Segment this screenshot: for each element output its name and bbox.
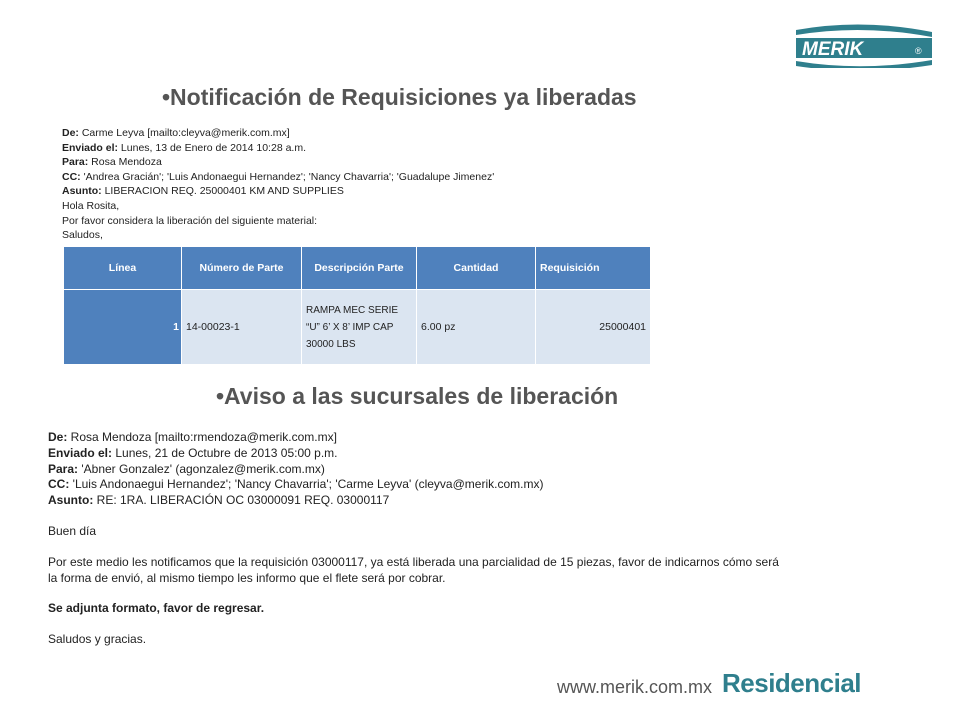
email-paragraph: la forma de envió, al mismo tiempo les informo que el flete será por cobrar.	[48, 570, 446, 585]
email-subject-line	[48, 493, 779, 509]
header-linea: Línea	[64, 247, 182, 290]
to-value: Rosa Mendoza	[88, 156, 162, 169]
logo-text: MERIK	[802, 39, 864, 60]
cc-label: CC:	[48, 477, 70, 492]
email-aviso	[48, 430, 779, 648]
sent-value: Lunes, 21 de Octubre de 2013 05:00 p.m.	[112, 445, 338, 460]
subject-label: Asunto:	[62, 185, 102, 198]
logo-registered-mark: ®	[915, 46, 922, 56]
email-sent-line	[48, 446, 779, 462]
cell-requisicion: 25000401	[536, 290, 651, 365]
descripcion-line: RAMPA MEC SERIE	[306, 304, 399, 316]
to-label: Para:	[48, 461, 79, 476]
section-title-aviso: •Aviso a las sucursales de liberación	[216, 383, 619, 409]
footer-brand-residencial: Residencial	[722, 668, 862, 698]
header-numero-parte: Número de Parte	[182, 247, 302, 290]
cc-value: 'Luis Andonaegui Hernandez'; 'Nancy Chavarria'; 'Carme Leyva' (cleyva@merik.com.mx)	[69, 477, 544, 492]
footer-website[interactable]: www.merik.com.mx	[557, 677, 713, 697]
subject-label: Asunto:	[48, 493, 94, 508]
email-from-line	[48, 430, 779, 446]
email-paragraph: Por este medio les notificamos que la requisición 03000117, ya está liberada una parcialidad de 15 piezas, favor de indicarnos cómo será	[48, 554, 779, 569]
email-body-line: Por favor considera la liberación del siguiente material:	[62, 214, 318, 227]
sent-label: Enviado el:	[48, 445, 113, 460]
email-subject-line	[62, 184, 494, 199]
subject-value: LIBERACION REQ. 25000401 KM AND SUPPLIES	[101, 185, 344, 198]
table-row	[64, 290, 651, 365]
email-greeting: Buen día	[48, 523, 97, 538]
email-sent-line	[62, 141, 494, 156]
merik-logo	[792, 20, 938, 68]
sent-value: Lunes, 13 de Enero de 2014 10:28 a.m.	[118, 141, 306, 154]
header-cantidad: Cantidad	[417, 247, 536, 290]
descripcion-line: “U” 6’ X 8’ IMP CAP	[306, 321, 394, 333]
cell-numero-parte: 14-00023-1	[182, 290, 302, 365]
email-to-line	[48, 462, 779, 478]
table-header-row	[64, 247, 651, 290]
to-label: Para:	[62, 156, 89, 169]
email-cc-line	[48, 477, 779, 493]
cell-linea: 1	[64, 290, 182, 365]
cc-value: 'Andrea Gracián'; 'Luis Andonaegui Hernandez'; 'Nancy Chavarria'; 'Guadalupe Jimenez'	[80, 170, 495, 183]
requisition-table	[64, 247, 651, 364]
email-notificacion	[62, 126, 494, 243]
cell-cantidad: 6.00 pz	[417, 290, 536, 365]
from-value: Rosa Mendoza [mailto:rmendoza@merik.com.mx]	[67, 430, 337, 444]
email-body-line: Saludos,	[62, 229, 103, 242]
merik-logo-graphic	[792, 20, 938, 68]
cell-descripcion	[302, 290, 417, 365]
from-label: De:	[62, 127, 79, 139]
email-to-line	[62, 155, 494, 170]
email-attachment-note: Se adjunta formato, favor de regresar.	[48, 601, 265, 616]
email-closing: Saludos y gracias.	[48, 632, 147, 647]
email-cc-line	[62, 170, 494, 185]
email-body-line: Hola Rosita,	[62, 199, 120, 212]
descripcion-line: 30000 LBS	[306, 338, 356, 350]
subject-value: RE: 1RA. LIBERACIÓN OC 03000091 REQ. 03000117	[93, 493, 390, 508]
to-value: 'Abner Gonzalez' (agonzalez@merik.com.mx)	[78, 461, 325, 476]
sent-label: Enviado el:	[62, 141, 119, 154]
section-title-notificacion: •Notificación de Requisiciones ya liberadas	[162, 84, 637, 110]
from-value: Carme Leyva [mailto:cleyva@merik.com.mx]	[78, 127, 290, 139]
cc-label: CC:	[62, 170, 81, 183]
header-descripcion: Descripción Parte	[302, 247, 417, 290]
email-from-line	[62, 126, 494, 141]
from-label: De:	[48, 430, 68, 444]
header-requisicion: Requisición	[536, 247, 651, 290]
